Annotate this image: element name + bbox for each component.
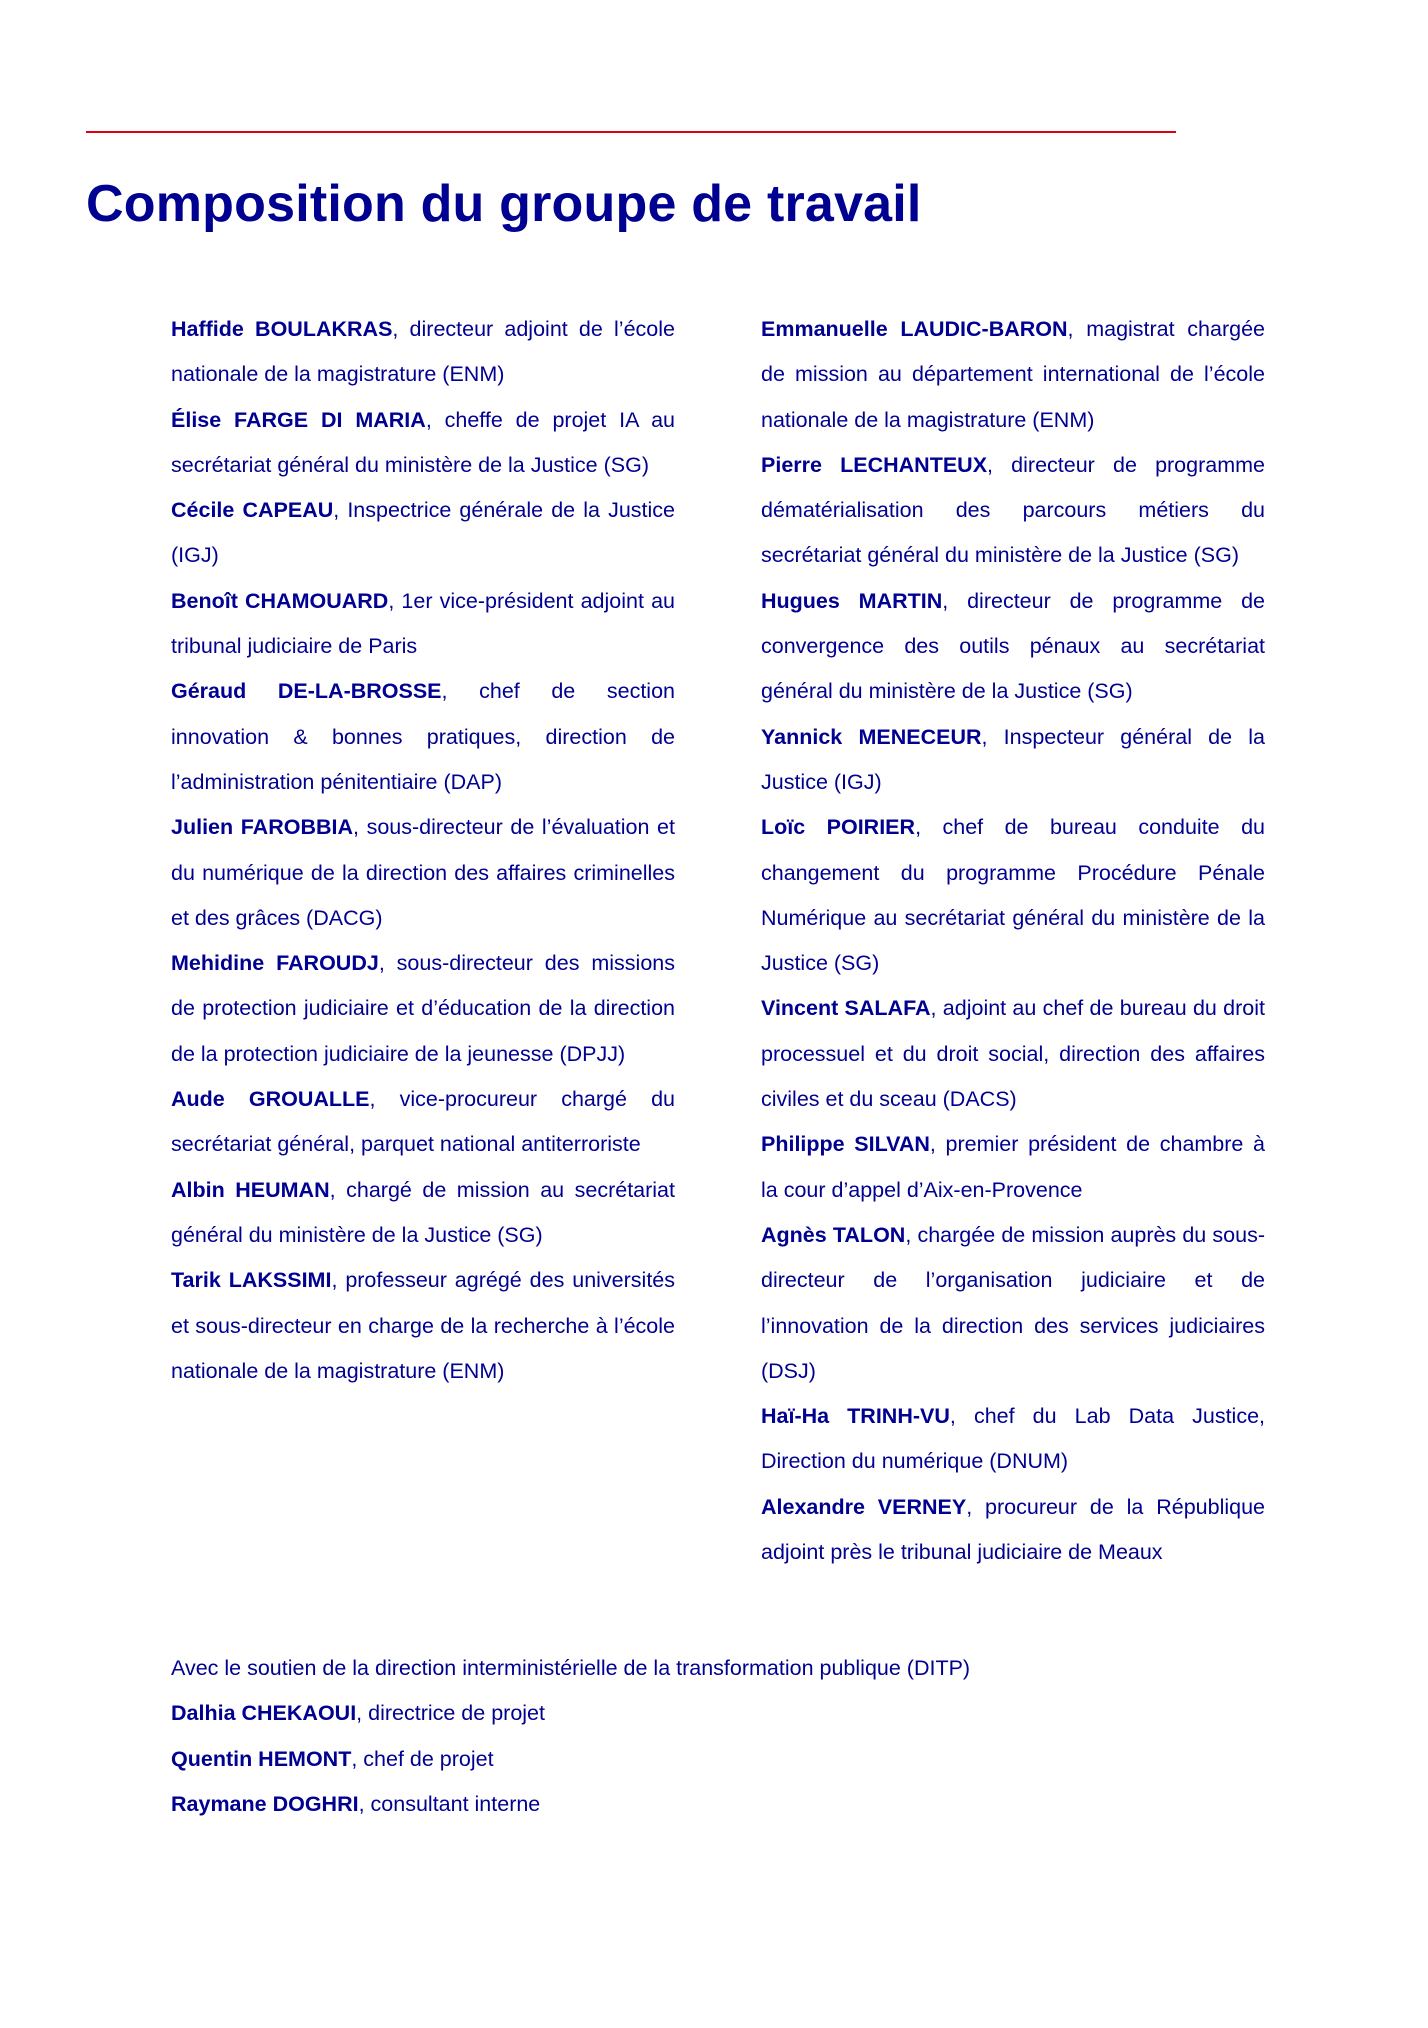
- member-role: , Inspecteur général de la Justice (IGJ): [761, 724, 1265, 794]
- support-role: , directrice de projet: [356, 1701, 545, 1726]
- top-divider-rule: [86, 131, 1176, 133]
- member-name: Mehidine FAROUDJ: [171, 951, 379, 976]
- member-name: Haffide BOULAKRAS: [171, 317, 393, 341]
- member-role: , chargé de mission au secrétariat général du ministère de la Justice (SG): [171, 1177, 675, 1247]
- member-role: , sous-directeur des missions de protection judiciaire et d’éducation de la direction de la protection judiciaire de la jeunesse (DPJJ): [171, 951, 675, 1066]
- member-entry: [171, 1258, 675, 1394]
- member-role: , chef de section innovation & bonnes pratiques, direction de l’administration pénitentiaire (DAP): [171, 679, 675, 794]
- member-role: , chef du Lab Data Justice, Direction du numérique (DNUM): [761, 1404, 1265, 1474]
- member-role: , Inspectrice générale de la Justice (IGJ): [171, 498, 675, 568]
- member-role: , directeur adjoint de l’école nationale de la magistrature (ENM): [171, 317, 675, 387]
- member-entry: [171, 1168, 675, 1259]
- member-entry: [761, 986, 1265, 1122]
- member-name: Pierre LECHANTEUX: [761, 452, 988, 477]
- member-entry: [761, 443, 1265, 579]
- support-entry: [171, 1691, 1171, 1736]
- member-role: , procureur de la République adjoint près le tribunal judiciaire de Meaux: [761, 1494, 1265, 1565]
- member-name: Vincent SALAFA: [761, 996, 931, 1021]
- support-name: Quentin HEMONT: [171, 1746, 352, 1771]
- member-name: Géraud DE-LA-BROSSE: [171, 679, 442, 704]
- member-name: Loïc POIRIER: [761, 815, 916, 840]
- support-intro: Avec le soutien de la direction interministérielle de la transformation publique (DITP): [171, 1656, 971, 1680]
- support-name: Dalhia CHEKAOUI: [171, 1701, 357, 1726]
- member-role: , chef de bureau conduite du changement du programme Procédure Pénale Numérique au secrétariat général du ministère de la Justice (SG): [761, 815, 1265, 976]
- support-role: , chef de projet: [351, 1746, 494, 1771]
- member-role: , 1er vice-président adjoint au tribunal judiciaire de Paris: [171, 588, 675, 659]
- member-entry: [761, 579, 1265, 715]
- member-name: Aude GROUALLE: [171, 1087, 370, 1112]
- member-entry: [171, 1077, 675, 1168]
- member-entry: [761, 715, 1265, 806]
- support-section: [171, 1646, 1171, 1827]
- support-role: , consultant interne: [358, 1791, 541, 1816]
- member-name: Philippe SILVAN: [761, 1132, 930, 1157]
- member-entry: [171, 579, 675, 670]
- support-entry: [171, 1737, 1171, 1782]
- members-column-right: [761, 307, 1265, 1575]
- page-title: Composition du groupe de travail: [86, 175, 922, 233]
- member-role: , professeur agrégé des universités et sous-directeur en charge de la recherche à l’école nationale de la magistrature (ENM): [171, 1268, 675, 1383]
- member-role: , sous-directeur de l’évaluation et du numérique de la direction des affaires criminelles et des grâces (DACG): [171, 815, 675, 930]
- support-entry: [171, 1782, 1171, 1827]
- member-role: , directeur de programme dématérialisation des parcours métiers du secrétariat général du ministère de la Justice (SG): [761, 452, 1265, 568]
- member-name: Albin HEUMAN: [171, 1177, 330, 1202]
- member-role: , directeur de programme de convergence des outils pénaux au secrétariat général du ministère de la Justice (SG): [761, 588, 1265, 704]
- member-name: Emmanuelle LAUDIC-BARON: [761, 317, 1068, 341]
- member-role: , magistrat chargée de mission au département international de l’école nationale de la magistrature (ENM): [761, 317, 1265, 432]
- member-entry: [761, 805, 1265, 986]
- member-role: , adjoint au chef de bureau du droit processuel et du droit social, direction des affaires civiles et du sceau (DACS): [761, 996, 1265, 1112]
- member-role: , premier président de chambre à la cour d’appel d’Aix-en-Provence: [761, 1132, 1265, 1202]
- support-name: Raymane DOGHRI: [171, 1791, 359, 1816]
- member-entry: [171, 307, 675, 398]
- member-name: Alexandre VERNEY: [761, 1494, 967, 1519]
- member-name: Haï-Ha TRINH-VU: [761, 1404, 950, 1429]
- members-columns: [171, 307, 1265, 1575]
- member-entry: [171, 941, 675, 1077]
- member-name: Agnès TALON: [761, 1222, 906, 1247]
- member-entry: [171, 805, 675, 941]
- member-name: Élise FARGE DI MARIA: [171, 407, 426, 432]
- members-column-left: [171, 307, 675, 1575]
- member-entry: [171, 669, 675, 805]
- member-role: , chargée de mission auprès du sous-directeur de l’organisation judiciaire et de l’innovation de la direction des services judiciaires (DSJ): [761, 1222, 1265, 1383]
- member-role: , cheffe de projet IA au secrétariat général du ministère de la Justice (SG): [171, 407, 675, 477]
- member-entry: [761, 1213, 1265, 1394]
- member-name: Yannick MENECEUR: [761, 724, 982, 749]
- member-name: Benoît CHAMOUARD: [171, 588, 389, 613]
- member-name: Julien FAROBBIA: [171, 815, 353, 840]
- member-entry: [171, 488, 675, 579]
- member-entry: [761, 1394, 1265, 1485]
- member-entry: [761, 1485, 1265, 1576]
- member-entry: [171, 398, 675, 489]
- member-name: Hugues MARTIN: [761, 588, 943, 613]
- member-entry: [761, 1122, 1265, 1213]
- member-name: Tarik LAKSSIMI: [171, 1268, 332, 1293]
- member-entry: [761, 307, 1265, 443]
- member-role: , vice-procureur chargé du secrétariat général, parquet national antiterroriste: [171, 1087, 675, 1157]
- member-name: Cécile CAPEAU: [171, 498, 334, 523]
